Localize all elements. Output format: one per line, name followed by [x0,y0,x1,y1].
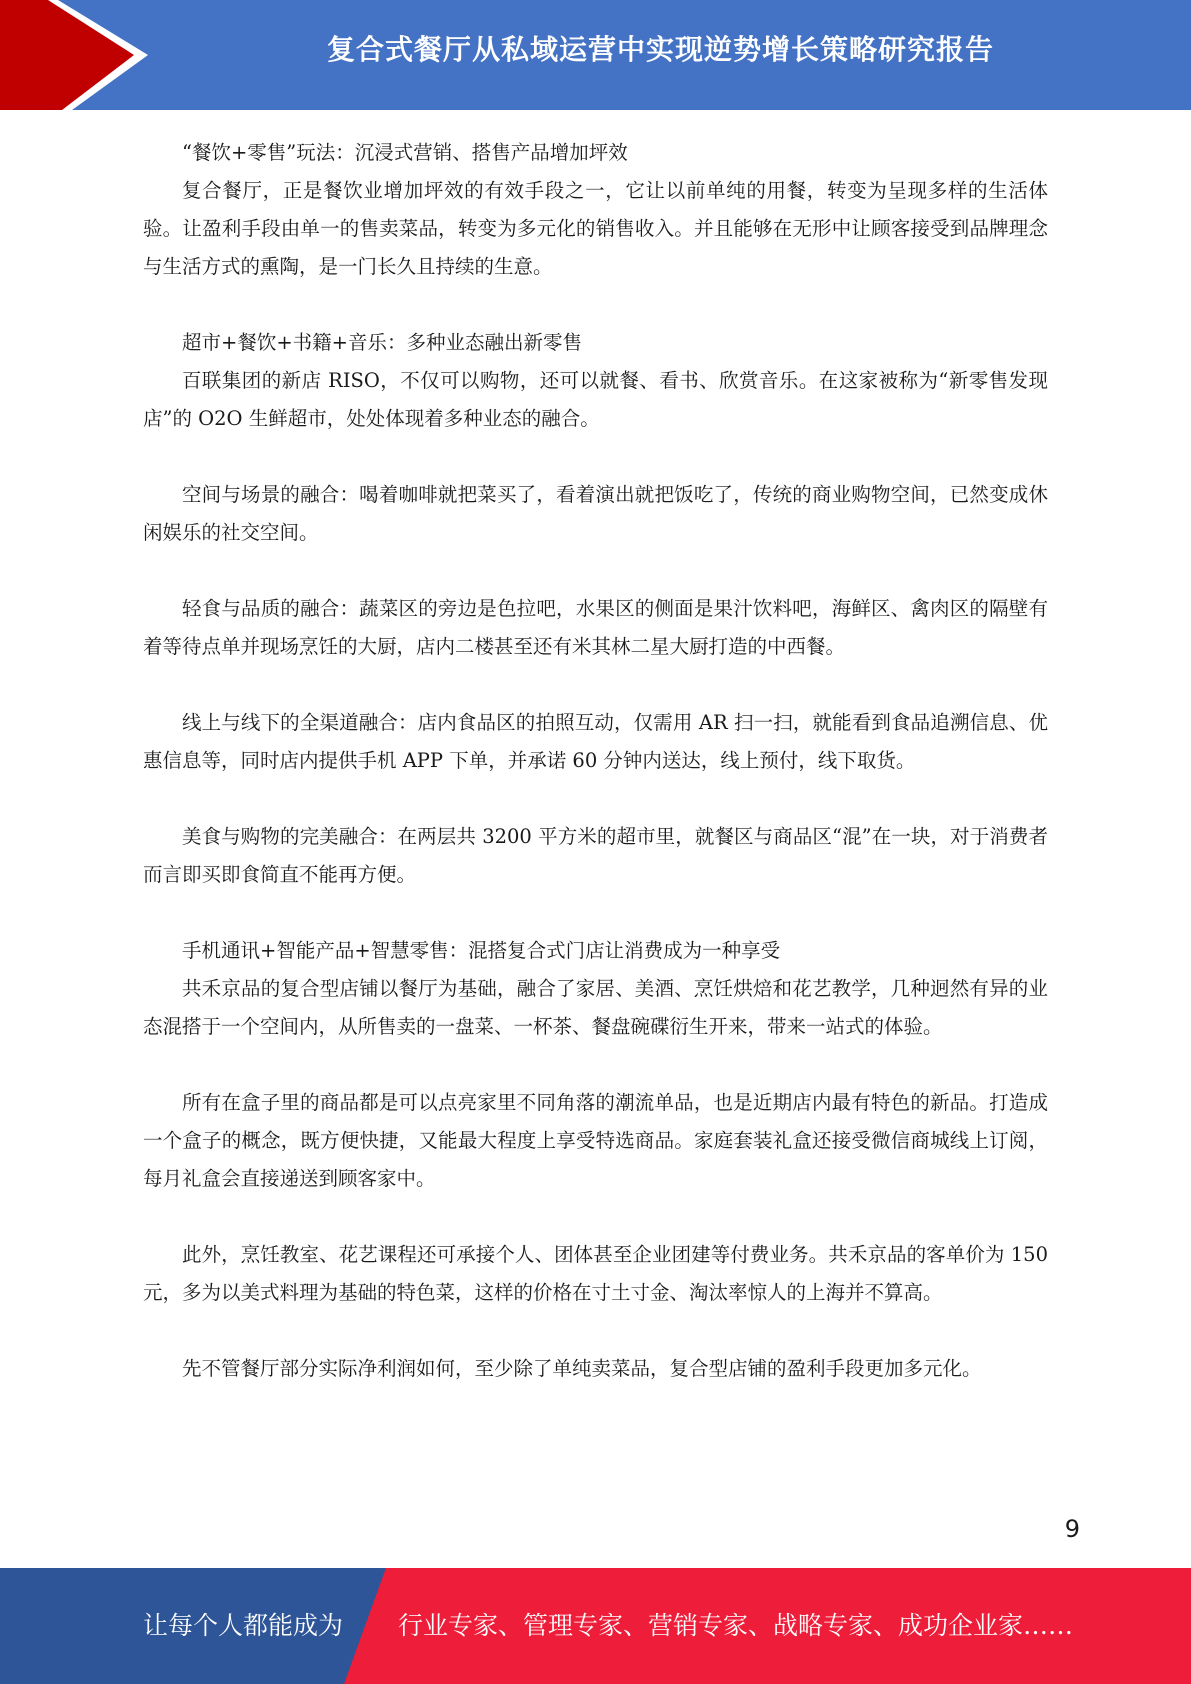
paragraph-spacer [143,1312,1048,1350]
paragraph-spacer [143,1046,1048,1084]
paragraph-spacer [143,894,1048,932]
document-body [143,134,1048,1388]
paragraph-spacer [143,666,1048,704]
footer-slogan-left: 让每个人都能成为 [143,1611,344,1640]
paragraph: 此外，烹饪教室、花艺课程还可承接个人、团体甚至企业团建等付费业务。共禾京品的客单价为 150 元，多为以美式料理为基础的特色菜，这样的价格在寸土寸金、淘汰率惊人的上海并不算高。 [143,1243,1048,1304]
page-number: 9 [1064,1515,1080,1543]
paragraph-spacer [143,780,1048,818]
paragraph-spacer [143,286,1048,324]
paragraph: 先不管餐厅部分实际净利润如何，至少除了单纯卖菜品，复合型店铺的盈利手段更加多元化。 [182,1357,982,1380]
paragraph: 线上与线下的全渠道融合：店内食品区的拍照互动，仅需用 AR 扫一扫，就能看到食品追溯信息、优惠信息等，同时店内提供手机 APP 下单，并承诺 60 分钟内送达，线上预付，线下取货。 [143,711,1048,772]
paragraph: 美食与购物的完美融合：在两层共 3200 平方米的超市里，就餐区与商品区“混”在一块，对于消费者而言即买即食简直不能再方便。 [143,825,1048,886]
paragraph-spacer [143,552,1048,590]
paragraph-spacer [143,438,1048,476]
paragraph-spacer [143,1198,1048,1236]
section-heading: 超市+餐饮+书籍+音乐：多种业态融出新零售 [182,331,583,354]
paragraph: 轻食与品质的融合：蔬菜区的旁边是色拉吧，水果区的侧面是果汁饮料吧，海鲜区、禽肉区的隔壁有着等待点单并现场烹饪的大厨，店内二楼甚至还有米其林二星大厨打造的中西餐。 [143,597,1048,658]
paragraph: 百联集团的新店 RISO，不仅可以购物，还可以就餐、看书、欣赏音乐。在这家被称为“新零售发现店”的 O2O 生鲜超市，处处体现着多种业态的融合。 [143,369,1048,430]
page-footer [0,1568,1191,1684]
page-header [0,0,1191,110]
section-heading: 手机通讯+智能产品+智慧零售：混搭复合式门店让消费成为一种享受 [182,939,781,962]
section-heading: “餐饮+零售”玩法：沉浸式营销、搭售产品增加坪效 [182,141,628,164]
paragraph: 共禾京品的复合型店铺以餐厅为基础，融合了家居、美酒、烹饪烘焙和花艺教学，几种迥然有异的业态混搭于一个空间内，从所售卖的一盘菜、一杯茶、餐盘碗碟衍生开来，带来一站式的体验。 [143,977,1048,1038]
paragraph: 空间与场景的融合：喝着咖啡就把菜买了，看着演出就把饭吃了，传统的商业购物空间，已然变成休闲娱乐的社交空间。 [143,483,1048,544]
paragraph: 所有在盒子里的商品都是可以点亮家里不同角落的潮流单品，也是近期店内最有特色的新品。打造成一个盒子的概念，既方便快捷，又能最大程度上享受特选商品。家庭套装礼盒还接受微信商城线上订阅，每月礼盒会直接递送到顾客家中。 [143,1091,1048,1190]
paragraph: 复合餐厅，正是餐饮业增加坪效的有效手段之一，它让以前单纯的用餐，转变为呈现多样的生活体验。让盈利手段由单一的售卖菜品，转变为多元化的销售收入。并且能够在无形中让顾客接受到品牌理念与生活方式的熏陶，是一门长久且持续的生意。 [143,179,1048,278]
footer-slogan-right: 行业专家、管理专家、营销专家、战略专家、成功企业家…… [398,1611,1074,1640]
report-title: 复合式餐厅从私域运营中实现逆势增长策略研究报告 [326,33,994,66]
